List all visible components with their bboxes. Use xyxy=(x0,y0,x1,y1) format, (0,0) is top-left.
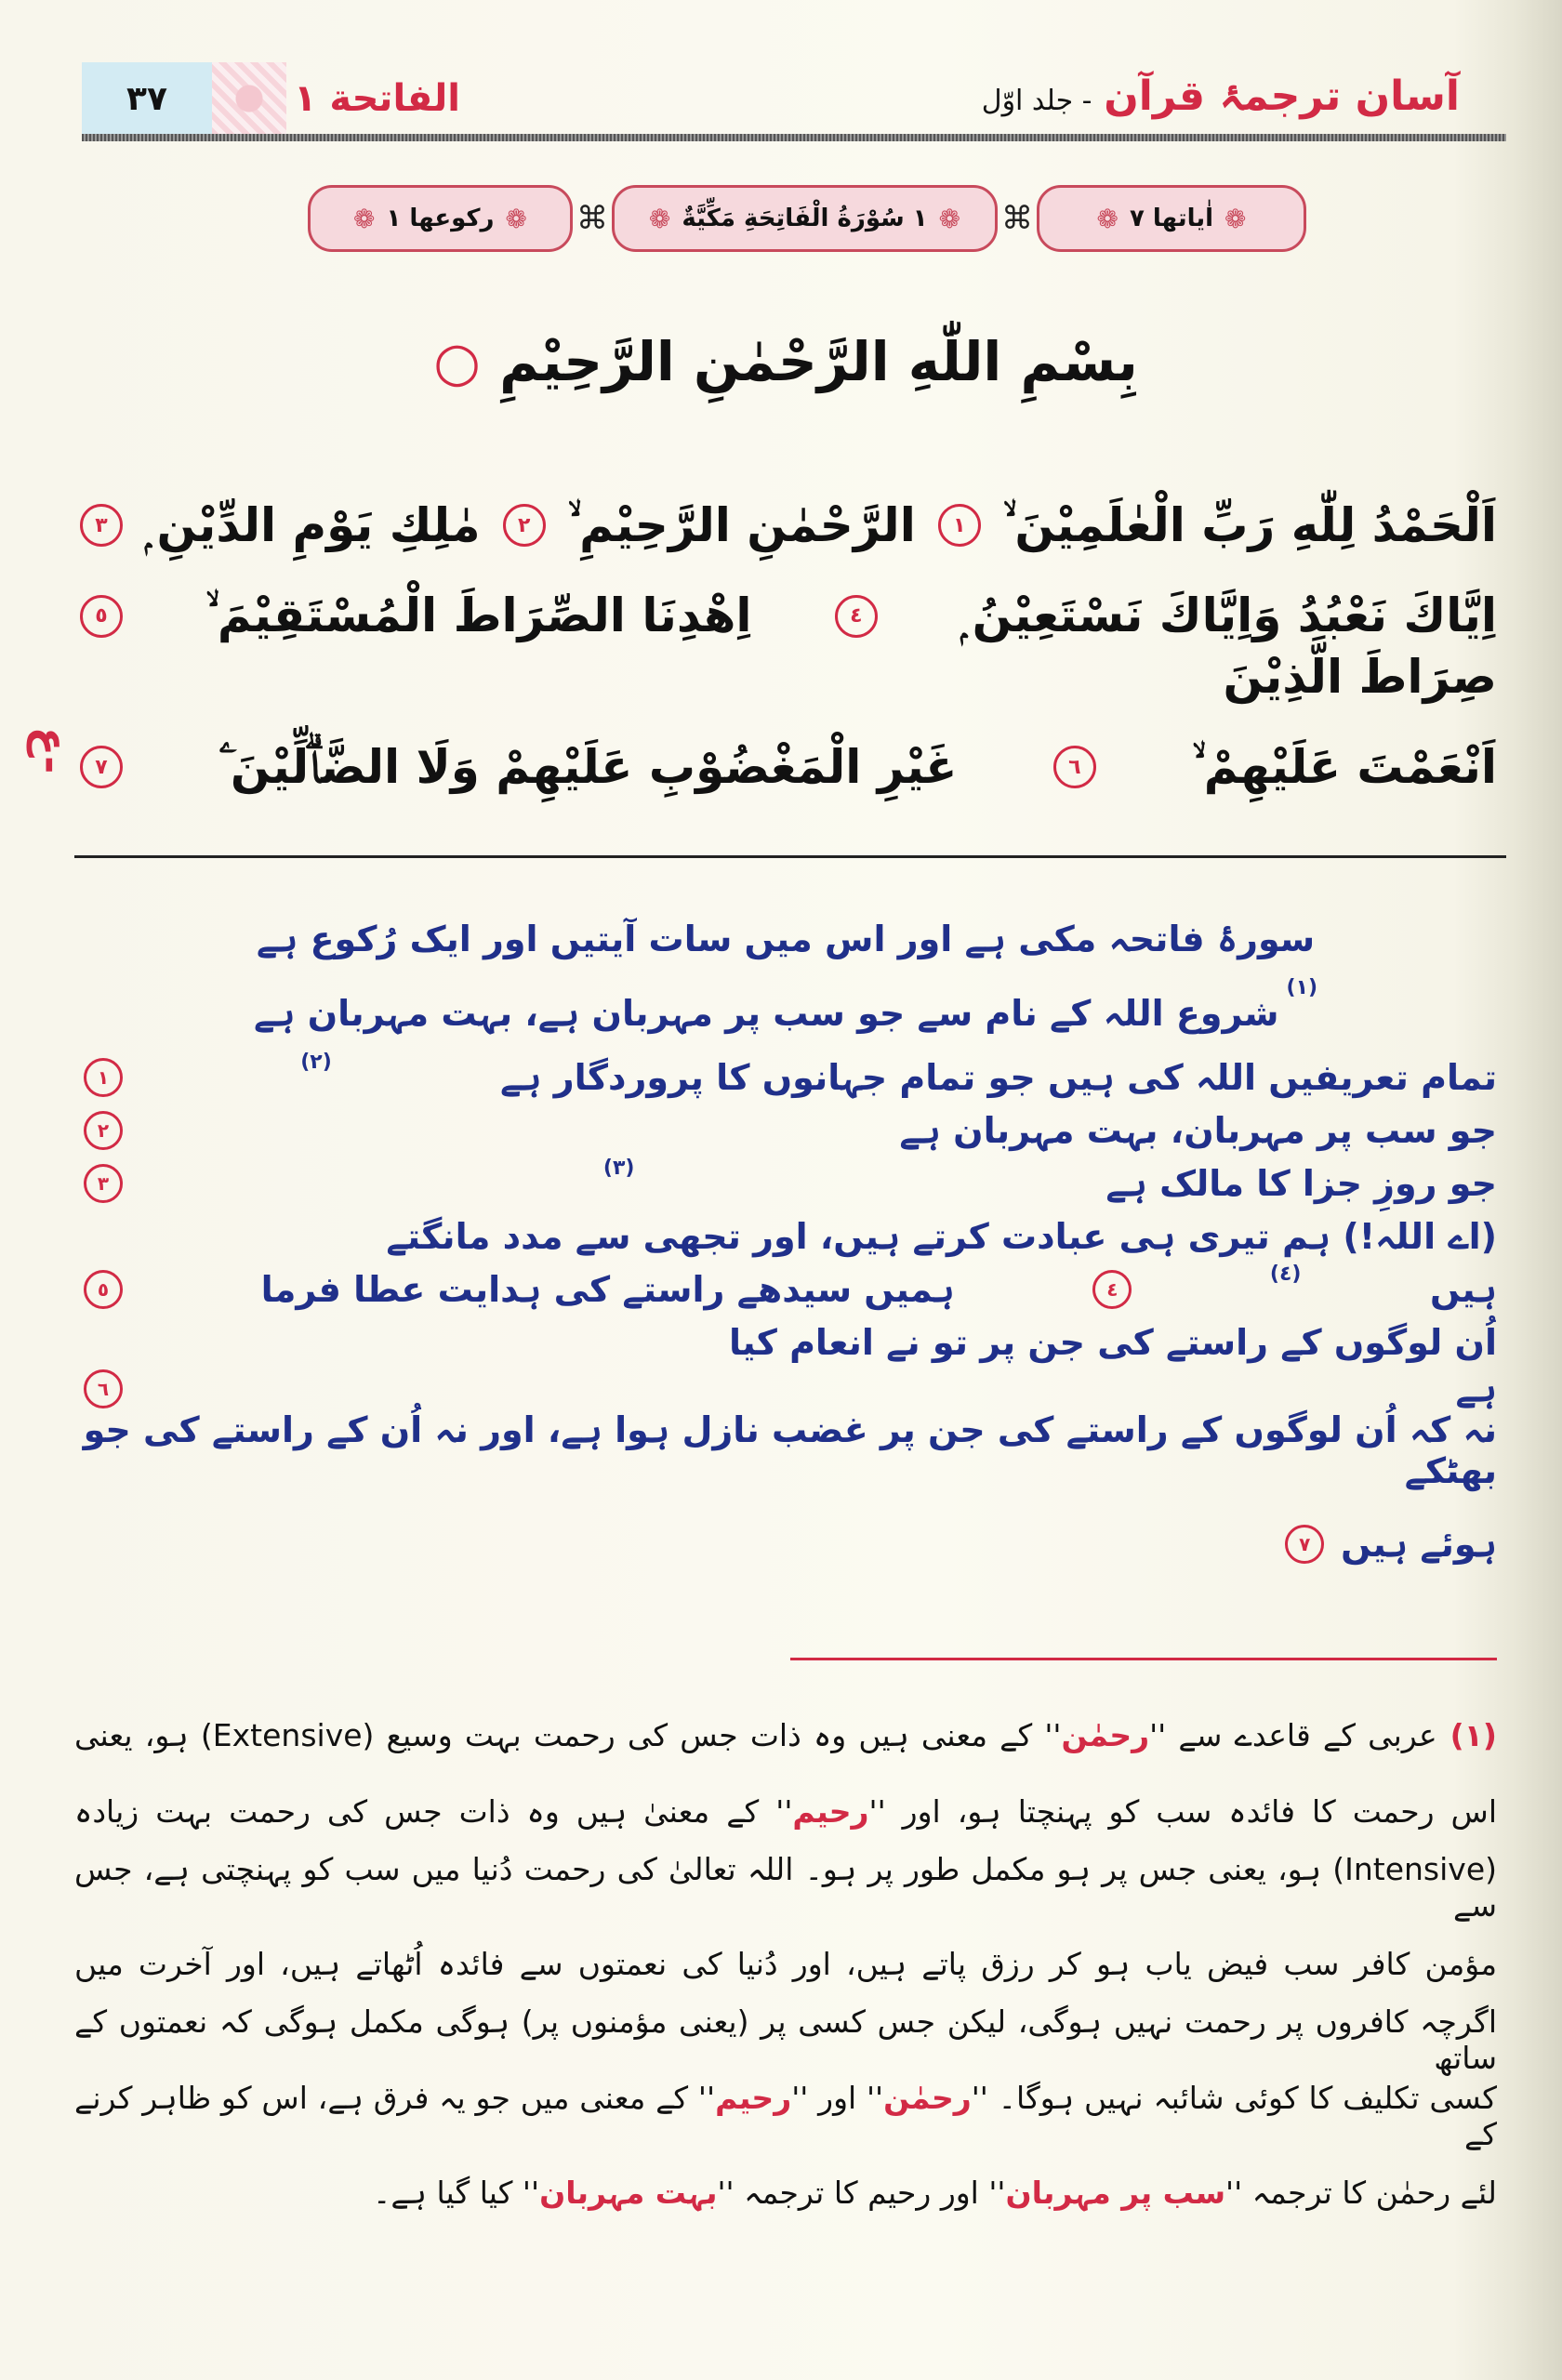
translation-text: ہوئے ہیں xyxy=(1341,1524,1497,1565)
footnote-text: لئے رحمٰن کا ترجمہ '' xyxy=(1225,2174,1497,2211)
footnote-number: (١) xyxy=(1449,1716,1497,1753)
footnote-line xyxy=(74,1697,1497,1773)
translation-line xyxy=(74,1263,1497,1368)
ayah-number-marker: ٤ xyxy=(1092,1270,1132,1309)
verse-text: صِرَاطَ الَّذِيْنَ xyxy=(1223,649,1497,704)
footnote-text: مؤمن کافر سب فیض یاب ہو کر رزق پاتے ہیں، اور دُنیا کی نعمتوں سے فائدہ اُٹھاتے ہیں، اور آخرت میں xyxy=(74,1945,1497,1982)
ayah-number-marker: ١ xyxy=(938,504,981,547)
highlighted-term: سب پر مہربان xyxy=(1005,2174,1226,2211)
translation-line xyxy=(74,1491,1497,1597)
footnote-line xyxy=(74,2002,1497,2078)
ayah-number-marker: ٧ xyxy=(1285,1525,1324,1564)
footnote-line-text xyxy=(74,2175,1497,2211)
ayah-number-marker: ٧ xyxy=(80,746,123,788)
translation-text: نہ کہ اُن لوگوں کے راستے کی جن پر غضب نازل ہوا ہے، اور نہ اُن کے راستے کی جو بھٹکے xyxy=(83,1409,1497,1491)
verse-text: غَيْرِ الْمَغْضُوْبِ عَلَيْهِمْ وَلَا الضَّاۗلِّيْنَ ۧ xyxy=(218,739,958,794)
footnote-line xyxy=(74,1773,1497,1849)
floral-icon: ❁ xyxy=(648,203,671,234)
translation-text: (اے اللہ!) ہم تیری ہی عبادت کرتے ہیں، اور تجھی سے مدد مانگتے xyxy=(386,1215,1497,1257)
ayah-number-marker: ٥ xyxy=(84,1270,123,1309)
translation-line xyxy=(74,1051,1497,1157)
ayah-number-marker: ٢ xyxy=(84,1111,123,1150)
translation-text: ہمیں سیدھے راستے کی ہدایت عطا فرما xyxy=(260,1268,955,1310)
running-header-book-title xyxy=(982,73,1460,120)
highlighted-term: رحیم xyxy=(715,2080,792,2116)
surah-running-title: الفاتحة ١ xyxy=(294,77,460,120)
floral-icon: ❁ xyxy=(1096,203,1119,234)
footnote-text: کسی تکلیف کا کوئی شائبہ نہیں ہوگا۔ '' xyxy=(971,2080,1497,2116)
footnote-line-text xyxy=(74,1793,1497,1830)
highlighted-term: بہت مہربان xyxy=(539,2174,718,2211)
footnote-text: (Intensive) ہو، یعنی جس پر ہو مکمل طور پر ہو۔ اللہ تعالیٰ کی رحمت دُنیا میں سب کو پہنچتی ہے، جس سے xyxy=(74,1851,1497,1924)
ayah-number-marker: ٦ xyxy=(1053,746,1096,788)
footnote-line xyxy=(74,1925,1497,2002)
knot-ornament-icon: ⌘ xyxy=(576,200,608,237)
verse-text: مٰلِكِ يَوْمِ الدِّيْنِ ۭ xyxy=(145,497,481,552)
footnote-rule xyxy=(790,1658,1497,1660)
margin-ruku-mark: ع- xyxy=(26,726,77,774)
translation-text: شروع اللہ کے نام سے جو سب پر مہربان ہے، بہت مہربان ہے xyxy=(253,993,1279,1034)
footnote-text: اس رحمت کا فائدہ سب کو پہنچتا ہو، اور '' xyxy=(868,1792,1497,1830)
footnote-reference: (٤) xyxy=(1269,1263,1302,1286)
banner-surah-panel xyxy=(612,185,998,252)
header-rule xyxy=(82,134,1506,141)
verse-text: اِيَّاكَ نَعْبُدُ وَاِيَّاكَ نَسْتَعِيْنُ ۭ xyxy=(960,588,1497,643)
book-title: آسان ترجمۂ قرآن xyxy=(1104,73,1460,120)
urdu-translation xyxy=(74,902,1497,1597)
translation-text: ہیں xyxy=(1430,1268,1497,1310)
highlighted-term: رحیم xyxy=(792,1792,869,1830)
highlighted-term: رحمٰن xyxy=(883,2080,972,2116)
translation-text: ہے xyxy=(1455,1368,1497,1409)
running-header-page xyxy=(82,61,460,136)
footnote-line-text xyxy=(74,1946,1497,1982)
bismillah xyxy=(74,330,1497,393)
quran-text xyxy=(74,465,1497,827)
footnote-line-text xyxy=(74,1717,1437,1753)
footnote-text: اگرچہ کافروں پر رحمت نہیں ہوگی، لیکن جس کسی پر (یعنی مؤمنوں پر) ہوگی مکمل ہوگی کہ نعمتوں کے ساتھ xyxy=(74,2003,1497,2076)
translation-text: سورۂ فاتحہ مکی ہے اور اس میں سات آیتیں اور ایک رُکوع ہے xyxy=(256,919,1316,959)
footnote-text: '' کے معنیٰ ہیں وہ ذات جس کی رحمت بہت زیادہ xyxy=(74,1792,793,1830)
ayat-count: اٰیاتها ٧ xyxy=(1129,205,1214,232)
floral-icon: ❁ xyxy=(938,203,961,234)
banner-ruku-panel xyxy=(308,185,573,252)
footnote-line xyxy=(74,2154,1497,2230)
footnote-text: '' کیا گیا ہے۔ xyxy=(373,2174,540,2211)
ayah-number-marker: ١ xyxy=(84,1058,123,1097)
footnote-reference: (٢) xyxy=(300,1051,332,1074)
translation-text: جو سب پر مہربان، بہت مہربان ہے xyxy=(899,1109,1497,1151)
ayah-number-marker: ٣ xyxy=(80,504,123,547)
floral-icon: ❁ xyxy=(505,203,527,234)
verse-text: اَنْعَمْتَ عَلَيْهِمْ ۙ xyxy=(1192,739,1497,794)
translation-text: جو روزِ جزا کا مالک ہے xyxy=(1105,1162,1497,1204)
footnote-text: '' اور '' xyxy=(791,2080,884,2116)
translation-text: اُن لوگوں کے راستے کی جن پر تو نے انعام کیا xyxy=(728,1321,1497,1363)
verse-text: اِهْدِنَا الصِّرَاطَ الْمُسْتَقِيْمَ ۙ xyxy=(205,588,752,643)
footnote-line-text xyxy=(74,2003,1497,2076)
verse-text: اَلْحَمْدُ لِلّٰهِ رَبِّ الْعٰلَمِيْنَ ۙ xyxy=(1002,497,1497,552)
page-number: ۳۷ xyxy=(82,62,212,135)
quran-line xyxy=(74,707,1497,827)
footnote-line xyxy=(74,2078,1497,2154)
translation-line xyxy=(74,976,1497,1051)
footnote-line xyxy=(74,1849,1497,1925)
footnote-text: '' کے معنی ہیں وہ ذات جس کی رحمت بہت وسیع (Extensive) ہو، یعنی xyxy=(74,1716,1062,1753)
footnotes xyxy=(74,1697,1497,2230)
circle-marker-icon: ○ xyxy=(433,330,481,393)
floral-icon: ❁ xyxy=(353,203,376,234)
quran-line xyxy=(74,586,1497,707)
footnote-line-text xyxy=(74,1851,1497,1924)
footnote-reference: (٣) xyxy=(602,1157,635,1180)
ayah-number-marker: ٣ xyxy=(84,1164,123,1203)
footnote-text: '' اور رحیم کا ترجمہ '' xyxy=(717,2174,1006,2211)
footnote-text: عربی کے قاعدے سے '' xyxy=(1149,1716,1437,1753)
translation-line xyxy=(74,1157,1497,1263)
surah-name: ١ سُوْرَةُ الْفَاتِحَةِ مَكِّيَّةٌ xyxy=(682,205,928,232)
section-rule xyxy=(74,855,1506,858)
highlighted-term: رحمٰن xyxy=(1061,1716,1150,1753)
ruku-count: رکوعها ١ xyxy=(386,205,495,232)
ayah-number-marker: ٦ xyxy=(84,1369,123,1408)
ayah-number-marker: ٢ xyxy=(503,504,546,547)
surah-banner xyxy=(307,182,1306,255)
knot-ornament-icon: ⌘ xyxy=(1001,200,1033,237)
footnote-text: '' کے معنی میں جو یہ فرق ہے، اس کو ظاہر کرنے کے xyxy=(74,2080,1497,2152)
translation-text: تمام تعریفیں اللہ کی ہیں جو تمام جہانوں کا پروردگار ہے xyxy=(500,1056,1497,1098)
volume-label: - جلد اوّل xyxy=(981,85,1092,117)
floral-icon: ❁ xyxy=(1224,203,1247,234)
verse-text: الرَّحْمٰنِ الرَّحِيْمِ ۙ xyxy=(567,497,916,552)
ornament-icon xyxy=(212,62,286,135)
translation-line xyxy=(74,1368,1497,1491)
quran-line xyxy=(74,465,1497,586)
ayah-number-marker: ٥ xyxy=(80,595,123,638)
banner-ayat-panel xyxy=(1037,185,1306,252)
footnote-reference: (١) xyxy=(1286,976,1318,999)
ayah-number-marker: ٤ xyxy=(835,595,878,638)
translation-line xyxy=(74,902,1497,976)
footnote-line-text xyxy=(74,2080,1497,2152)
bismillah-text: بِسْمِ اللّٰهِ الرَّحْمٰنِ الرَّحِيْمِ xyxy=(499,330,1138,393)
